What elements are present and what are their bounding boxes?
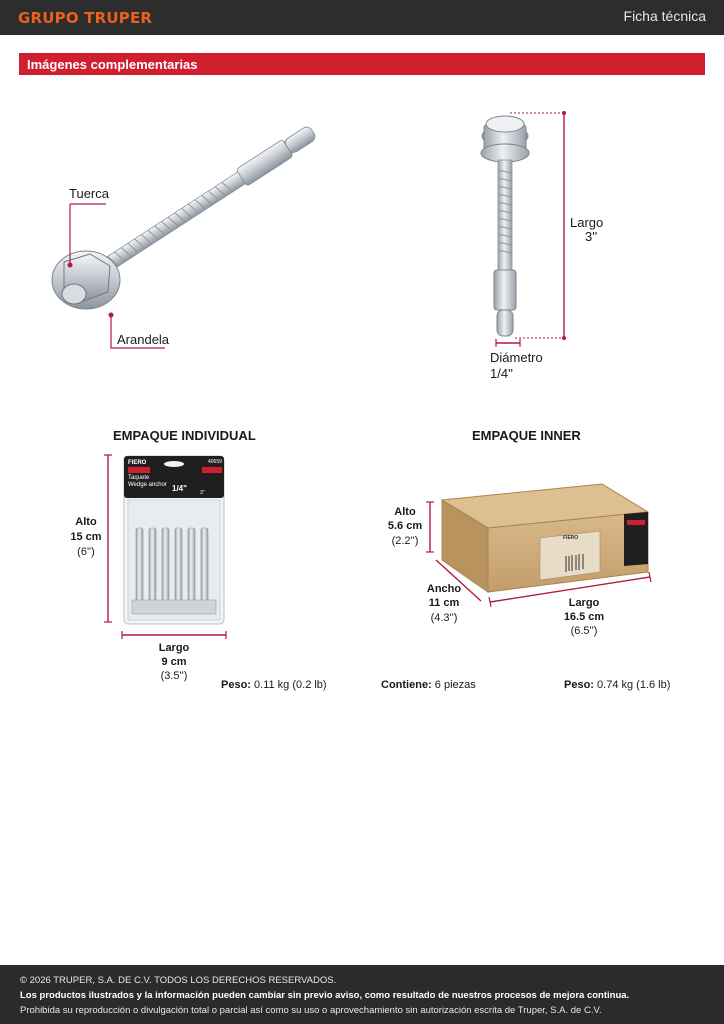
footer — [0, 965, 724, 1024]
inner-length-imperial: (6.5'') — [570, 625, 598, 637]
blister-code: 40659 — [208, 459, 222, 465]
ind-length-metric: 9 cm — [161, 656, 187, 668]
inner-contains — [381, 679, 476, 691]
length-value: 3'' — [585, 229, 598, 244]
blister-title: Taquete — [128, 475, 150, 481]
blister-size: 1/4" — [172, 484, 187, 493]
inner-package-heading: EMPAQUE INNER — [472, 428, 581, 443]
brand-logo: GRUPO TRUPER — [18, 9, 153, 27]
inner-weight-label: Peso: — [564, 679, 594, 691]
inner-height-label: Alto — [394, 506, 416, 518]
inner-width-imperial: (4.3'') — [430, 612, 458, 624]
diameter-label: Diámetro — [490, 350, 543, 365]
footer-legal: Prohibida su reproducción o divulgación total o parcial así como su uso o aprovechamiento sin autorización escrita de Truper, S.A. de C.V. — [20, 1005, 602, 1016]
nut-label: Tuerca — [69, 186, 109, 201]
ind-height-imperial: (6'') — [77, 546, 95, 558]
box-brand: FIERO — [563, 535, 579, 541]
inner-weight — [564, 679, 670, 691]
blister-subtitle: Wedge anchor — [128, 482, 167, 488]
ind-weight — [221, 679, 327, 691]
footer-notice: Los productos ilustrados y la información pueden cambiar sin previo aviso, como resultado de nuestros procesos de mejora continua. — [20, 990, 630, 1001]
ind-weight-label: Peso: — [221, 679, 251, 691]
blister-length: 3" — [200, 490, 205, 496]
inner-width-label: Ancho — [426, 583, 462, 595]
ind-length-imperial: (3.5'') — [160, 670, 188, 682]
document-type: Ficha técnica — [623, 8, 706, 24]
length-label: Largo — [570, 215, 604, 230]
inner-length-label: Largo — [568, 597, 600, 609]
ind-height-label: Alto — [75, 516, 97, 528]
inner-height-imperial: (2.2'') — [391, 535, 419, 547]
inner-width-metric: 11 cm — [428, 597, 460, 609]
washer-label: Arandela — [117, 332, 170, 347]
inner-contains-label: Contiene: — [381, 679, 432, 691]
individual-package-heading: EMPAQUE INDIVIDUAL — [113, 428, 256, 443]
inner-length-metric: 16.5 cm — [563, 611, 605, 623]
blister-brand: FIERO — [128, 460, 147, 466]
footer-copyright: © 2026 TRUPER, S.A. DE C.V. TODOS LOS DERECHOS RESERVADOS. — [20, 975, 337, 986]
ind-weight-value: 0.11 kg (0.2 lb) — [254, 679, 327, 691]
inner-height-metric: 5.6 cm — [387, 520, 423, 532]
section-title: Imágenes complementarias — [27, 57, 198, 72]
ind-length-label: Largo — [158, 642, 190, 654]
inner-weight-value: 0.74 kg (1.6 lb) — [597, 679, 671, 691]
inner-contains-value: 6 piezas — [434, 679, 476, 691]
ind-height-metric: 15 cm — [70, 531, 102, 543]
diameter-value: 1/4'' — [490, 366, 514, 381]
